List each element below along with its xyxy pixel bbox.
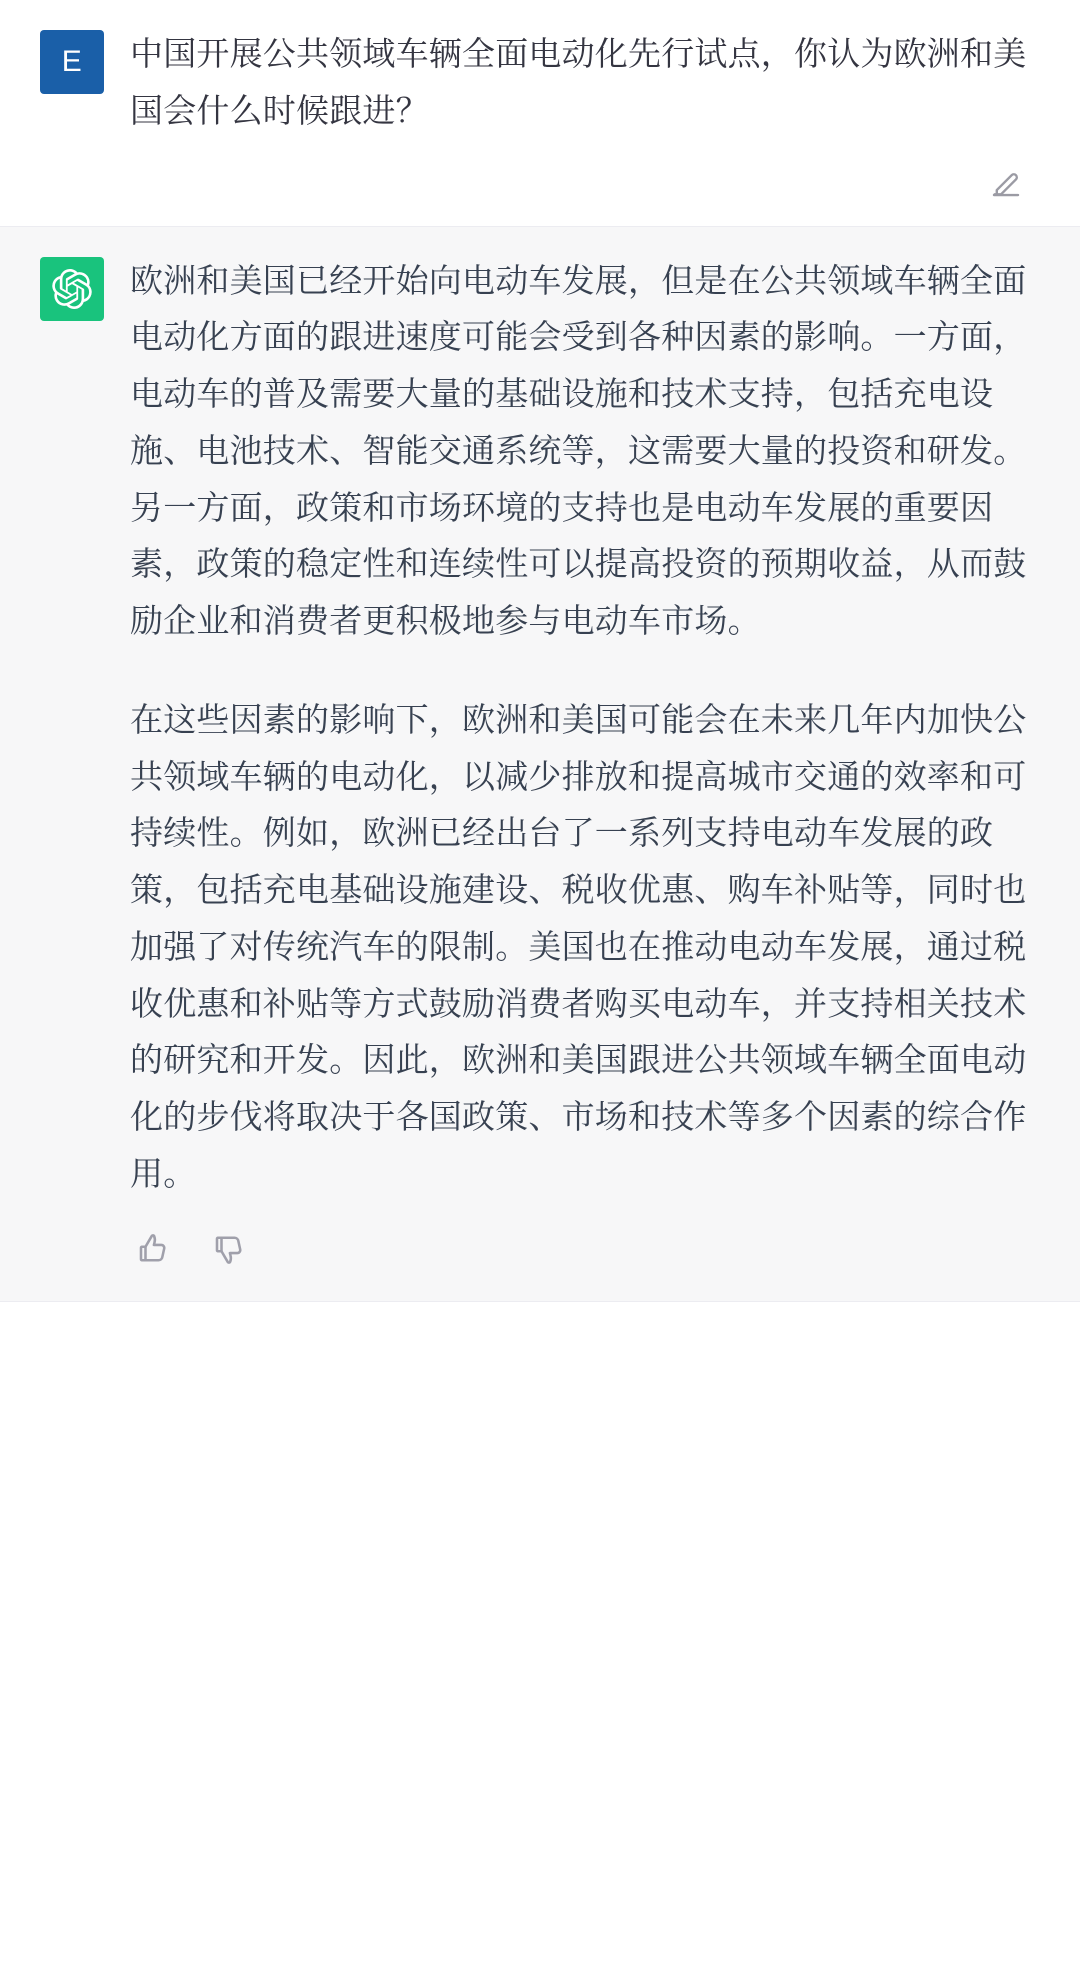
edit-button[interactable] — [984, 164, 1028, 208]
message-body-assistant — [108, 253, 1040, 1291]
avatar-assistant — [40, 257, 104, 321]
user-message-actions — [0, 150, 1080, 226]
thumbs-down-button[interactable] — [208, 1231, 250, 1273]
bottom-spacer — [0, 1302, 1080, 1970]
user-message-text: 中国开展公共领域车辆全面电动化先行试点，你认为欧洲和美国会什么时候跟进？ — [130, 35, 1027, 129]
message-body-user — [108, 26, 1040, 140]
message-user — [0, 0, 1080, 150]
message-assistant — [0, 226, 1080, 1302]
avatar-column — [40, 26, 108, 94]
assistant-paragraph-2: 在这些因素的影响下，欧洲和美国可能会在未来几年内加快公共领域车辆的电动化，以减少排放和提高城市交通的效率和可持续性。例如，欧洲已经出台了一系列支持电动车发展的政策，包括充电基础设施建设、税收优惠、购车补贴等，同时也加强了对传统汽车的限制。美国也在推动电动车发展，通过税收优惠和补贴等方式鼓励消费者购买电动车，并支持相关技术的研究和开发。因此，欧洲和美国跟进公共领域车辆全面电动化的步伐将取决于各国政策、市场和技术等多个因素的综合作用。 — [130, 700, 1027, 1192]
openai-logo-icon — [52, 269, 92, 309]
assistant-feedback-actions — [132, 1203, 1030, 1291]
thumbs-down-icon — [211, 1231, 247, 1272]
thumbs-up-icon — [135, 1231, 171, 1272]
assistant-paragraph-1: 欧洲和美国已经开始向电动车发展，但是在公共领域车辆全面电动化方面的跟进速度可能会受到各种因素的影响。一方面，电动车的普及需要大量的基础设施和技术支持，包括充电设施、电池技术、智能交通系统等，这需要大量的投资和研发。另一方面，政策和市场环境的支持也是电动车发展的重要因素，政策的稳定性和连续性可以提高投资的预期收益，从而鼓励企业和消费者更积极地参与电动车市场。 — [130, 261, 1027, 639]
avatar-user: E — [40, 30, 104, 94]
avatar-column — [40, 253, 108, 321]
edit-icon — [989, 166, 1023, 205]
thumbs-up-button[interactable] — [132, 1231, 174, 1273]
